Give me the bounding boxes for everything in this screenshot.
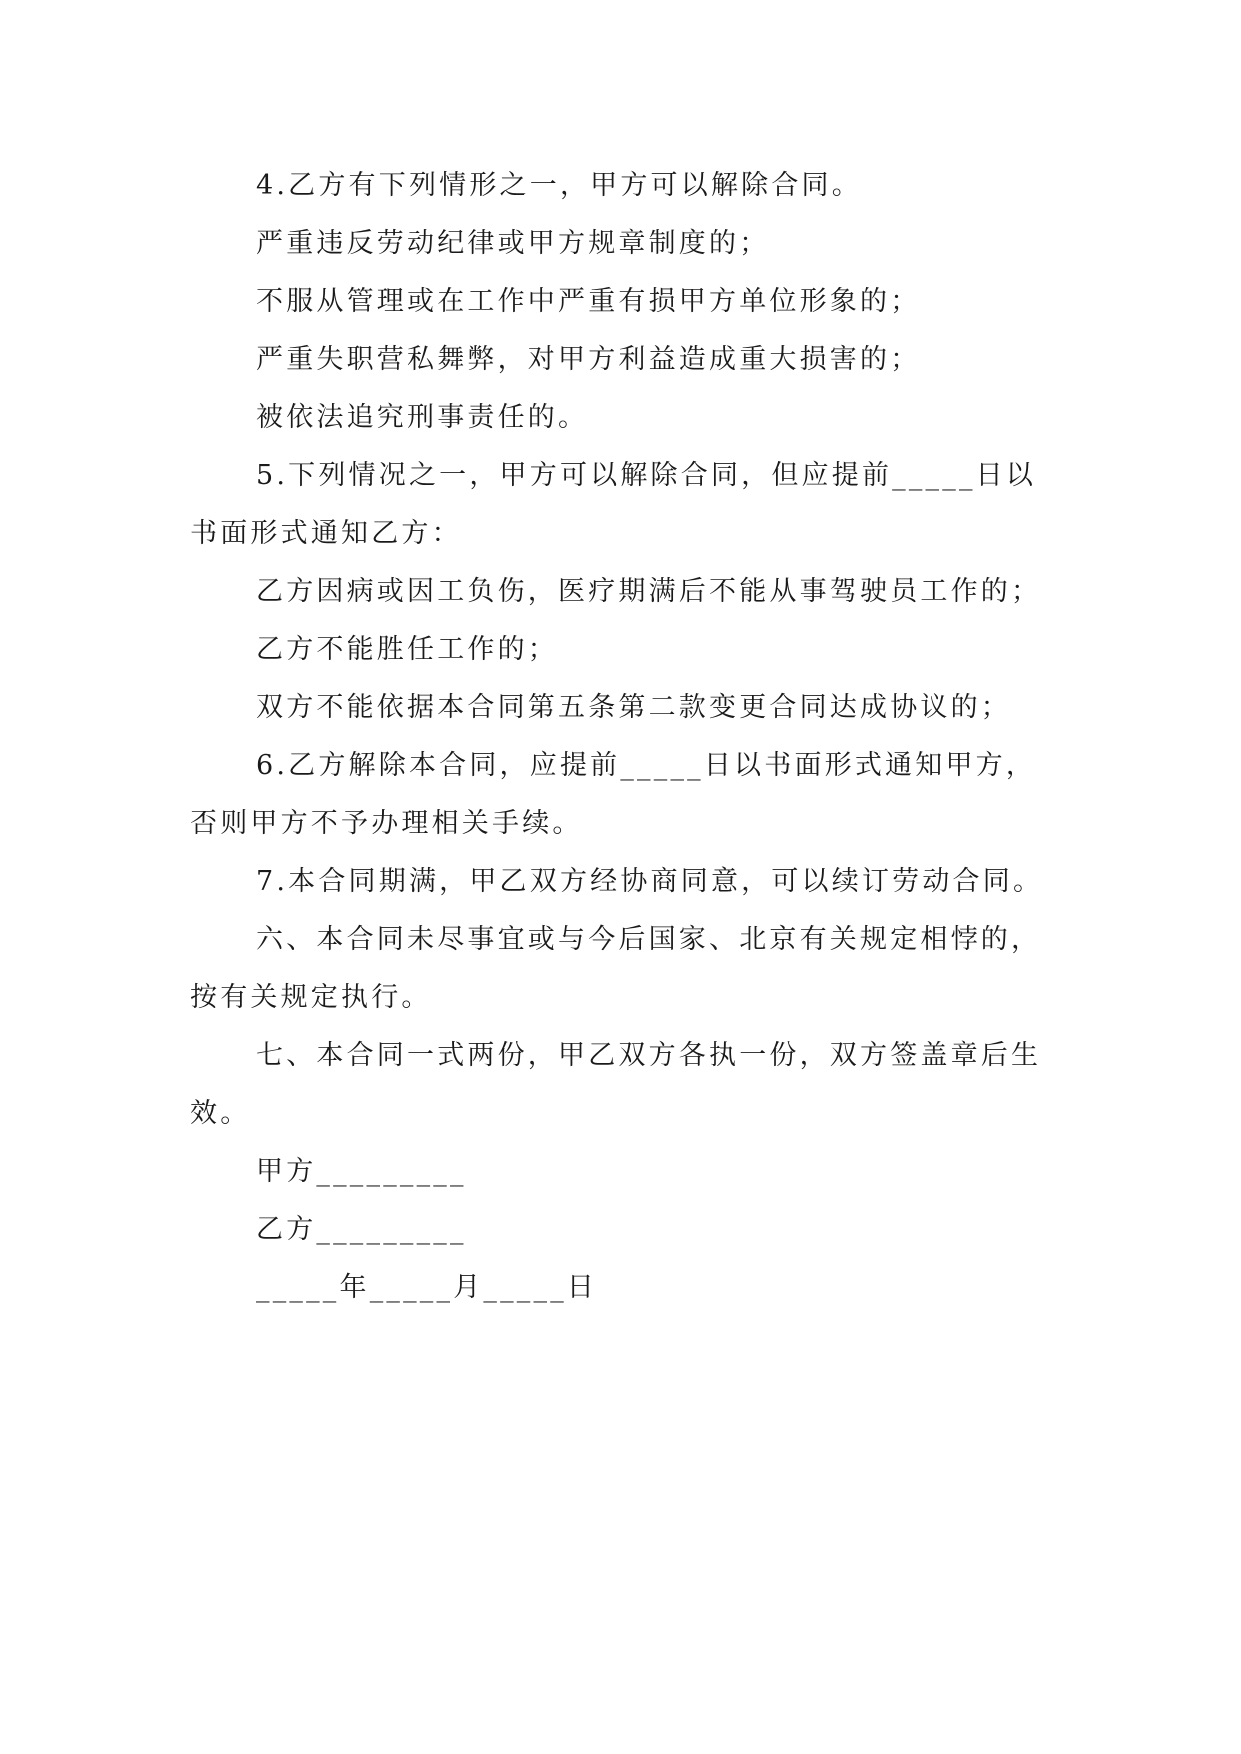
clause-4-item-3: 严重失职营私舞弊，对甲方利益造成重大损害的； [256, 344, 921, 375]
clause-7: 7.本合同期满，甲乙双方经协商同意，可以续订劳动合同。 [256, 866, 1044, 897]
party-b-signature-line: 乙方_________ [256, 1214, 467, 1245]
clause-5-item-1: 乙方因病或因工负伤，医疗期满后不能从事驾驶员工作的； [256, 576, 1042, 607]
clause-4-item-1: 严重违反劳动纪律或甲方规章制度的； [256, 228, 770, 259]
article-six: 六、本合同未尽事宜或与今后国家、北京有关规定相悖的，按有关规定执行。 [190, 924, 1042, 1013]
article-seven: 七、本合同一式两份，甲乙双方各执一份，双方签盖章后生效。 [190, 1040, 1042, 1129]
clause-5-item-3: 双方不能依据本合同第五条第二款变更合同达成协议的； [256, 692, 1011, 723]
clause-4-heading: 4.乙方有下列情形之一，甲方可以解除合同。 [256, 170, 862, 201]
document-body [190, 157, 1052, 1317]
party-a-signature-line: 甲方_________ [256, 1156, 467, 1187]
clause-5-heading: 5.下列情况之一，甲方可以解除合同，但应提前_____日以书面形式通知乙方： [190, 460, 1037, 549]
clause-5-item-2: 乙方不能胜任工作的； [256, 634, 558, 665]
clause-4-item-4: 被依法追究刑事责任的。 [256, 402, 589, 433]
clause-4-item-2: 不服从管理或在工作中严重有损甲方单位形象的； [256, 286, 921, 317]
clause-6: 6.乙方解除本合同，应提前_____日以书面形式通知甲方，否则甲方不予办理相关手续。 [190, 750, 1037, 839]
date-line: _____年_____月_____日 [256, 1272, 598, 1303]
